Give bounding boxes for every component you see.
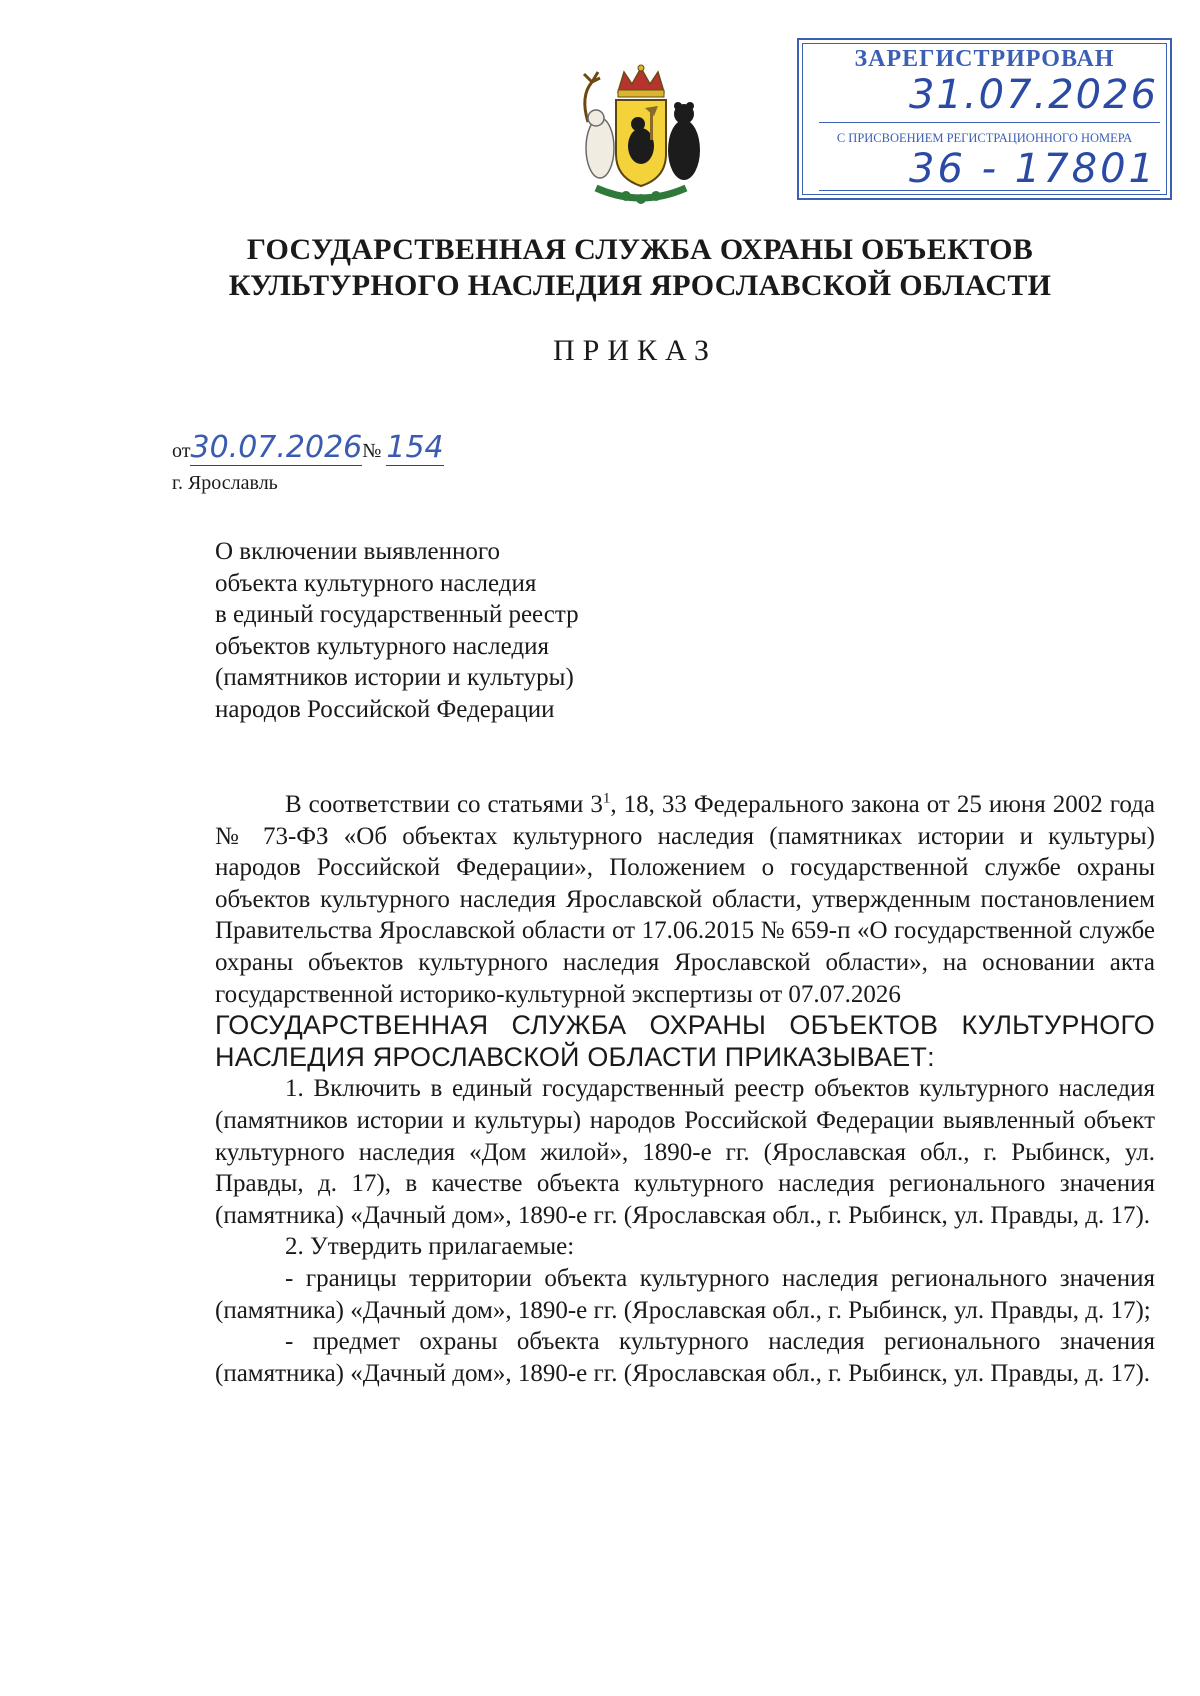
order-subject [215,536,715,726]
organization-name-line: ГОСУДАРСТВЕННАЯ СЛУЖБА ОХРАНЫ ОБЪЕКТОВ [246,233,1034,266]
preamble-paragraph [215,789,1155,1010]
organization-name-line: КУЛЬТУРНОГО НАСЛЕДИЯ ЯРОСЛАВСКОЙ ОБЛАСТИ [228,269,1052,302]
order-city: г. Ярославль [172,472,278,494]
subject-line: (памятников истории и культуры) [215,664,574,692]
number-prefix: № [362,440,382,462]
order-item-2: 2. Утвердить прилагаемые: [285,1233,575,1261]
stamp-subtitle: С ПРИСВОЕНИЕМ РЕГИСТРАЦИОННОГО НОМЕРА [836,131,1133,145]
order-item-2-territory: - границы территории объекта культурного наследия регионального значения (памятника) «Дачный дом», 1890-е гг. (Ярославская обл., г. Рыбинск, ул. Правды, д. 17); [215,1264,1155,1324]
stamp-title: ЗАРЕГИСТРИРОВАН [854,46,1115,72]
directive-paragraph: ГОСУДАРСТВЕННАЯ СЛУЖБА ОХРАНЫ ОБЪЕКТОВ КУЛЬТУРНОГО НАСЛЕДИЯ ЯРОСЛАВСКОЙ ОБЛАСТИ ПРИКАЗЫВАЕТ: [215,1010,1155,1072]
order-item-2-protection: - предмет охраны объекта культурного наследия регионального значения (памятника) «Дачный дом», 1890-е гг. (Ярославская обл., г. Рыбинск, ул. Правды, д. 17). [215,1328,1155,1387]
stamp-divider [819,122,1160,123]
stamp-divider [819,190,1160,191]
date-prefix: от [172,440,191,462]
preamble-text: В соответствии со статьями 3 [285,791,603,818]
order-date: 30.07.2026 [190,430,363,465]
preamble-text: , 18, 33 Федерального закона от 25 июня 2002 года № 73-ФЗ «Об объектах культурного наследия (памятниках истории и культуры) народов Российской Федерации», Положением о государственной службе охраны объектов культурного наследия Ярославской области, утвержденным постановлением Правительства Ярославской области от 17.06.2015 № 659-п «О государственной службе охраны объектов культурного наследия Ярославской области», на основании акта государственной историко-культурной экспертизы от 07.07.2026 [215,791,1155,1008]
subject-line: О включении выявленного [215,538,501,565]
subject-line: объектов культурного наследия [215,632,549,660]
subject-line: народов Российской Федерации [215,695,555,723]
stamp-registration-number: 36 - 17801 [909,146,1158,192]
order-body [215,789,1155,1389]
order-date-line [172,430,444,465]
stamp-date: 31.07.2026 [909,72,1159,118]
coat-of-arms-icon [566,62,716,212]
order-item-1: 1. Включить в единый государственный реестр объектов культурного наследия (памятников истории и культуры) народов Российской Федерации выявленный объект культурного наследия «Дом жилой», 1890-е гг. (Ярославская обл., г. Рыбинск, ул. Правды, д. 17), в качестве объекта культурного наследия регионального значения (памятника) «Дачный дом», 1890-е гг. (Ярославская обл., г. Рыбинск, ул. Правды, д. 17). [215,1075,1155,1229]
subject-line: в единый государственный реестр [215,601,579,629]
organization-name [0,232,1200,304]
subject-line: объекта культурного наследия [215,569,537,597]
article-superscript: 1 [602,790,611,807]
document-type: ПРИКАЗ [553,334,717,367]
registration-stamp [797,38,1172,200]
order-number: 154 [386,430,444,465]
